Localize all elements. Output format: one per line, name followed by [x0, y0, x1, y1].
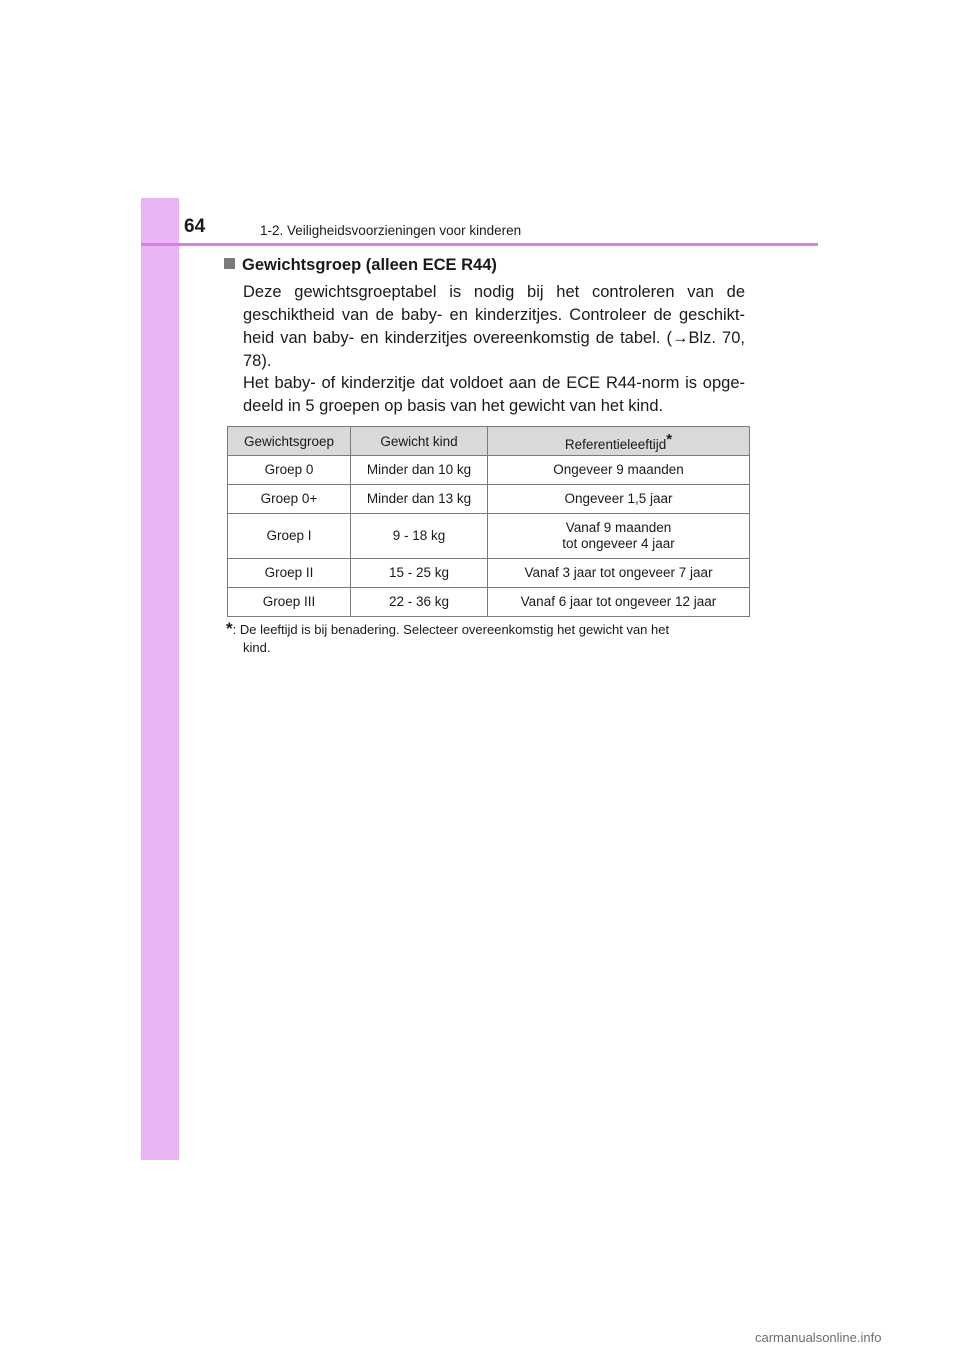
cell-weight: 22 - 36 kg — [351, 588, 488, 617]
cell-age: Ongeveer 9 maanden — [488, 456, 750, 485]
intro-paragraph: Deze gewichtsgroeptabel is nodig bij het controleren van de geschiktheid van de baby- en kinderzitjes. Controleer de geschikt-heid van baby- en kinderzitjes overeenkomstig de tabel. (→Blz. 70, 78). — [243, 283, 745, 370]
cell-weight: 15 - 25 kg — [351, 559, 488, 588]
table-footnote — [226, 620, 748, 657]
cell-weight: Minder dan 10 kg — [351, 456, 488, 485]
subheading-text: Gewichtsgroep (alleen ECE R44) — [242, 256, 497, 274]
cell-age-line1: Vanaf 9 maanden — [565, 520, 672, 535]
weight-group-table — [227, 426, 750, 617]
table-header-row — [228, 427, 750, 456]
cell-group: Groep 0+ — [228, 485, 351, 514]
cell-group: Groep 0 — [228, 456, 351, 485]
cell-age: Vanaf 3 jaar tot ongeveer 7 jaar — [488, 559, 750, 588]
table-row — [228, 514, 750, 559]
cell-age — [488, 514, 750, 559]
header-reference-age-text: Referentieleeftijd — [564, 436, 667, 452]
cell-weight: 9 - 18 kg — [351, 514, 488, 559]
header-weight-group: Gewichtsgroep — [228, 427, 351, 456]
table-row — [228, 559, 750, 588]
section-title: 1-2. Veiligheidsvoorzieningen voor kinderen — [260, 223, 522, 238]
cell-age: Vanaf 6 jaar tot ongeveer 12 jaar — [488, 588, 750, 617]
watermark: carmanualsonline.info — [755, 1330, 882, 1345]
table-row — [228, 485, 750, 514]
footnote-mark: * — [666, 430, 673, 448]
side-tab — [141, 198, 179, 1160]
cell-age: Ongeveer 1,5 jaar — [488, 485, 750, 514]
header-reference-age — [488, 427, 750, 456]
cell-weight: Minder dan 13 kg — [351, 485, 488, 514]
header-divider — [141, 243, 818, 246]
cell-group: Groep II — [228, 559, 351, 588]
table-row — [228, 588, 750, 617]
footnote-text-line1: : De leeftijd is bij benadering. Selecteer overeenkomstig het gewicht van het — [232, 622, 670, 637]
table-row — [228, 456, 750, 485]
header-child-weight: Gewicht kind — [351, 427, 488, 456]
cell-group: Groep III — [228, 588, 351, 617]
footnote-star: * — [226, 619, 233, 638]
cell-age-line2: tot ongeveer 4 jaar — [562, 536, 675, 551]
subheading — [224, 256, 497, 275]
footnote-text-line2: kind. — [243, 640, 271, 655]
cell-group: Groep I — [228, 514, 351, 559]
groups-paragraph: Het baby- of kinderzitje dat voldoet aan de ECE R44-norm is opge-deeld in 5 groepen op basis van het gewicht van het kind. — [243, 374, 745, 415]
page-number: 64 — [184, 216, 206, 237]
square-bullet-icon — [224, 258, 235, 269]
